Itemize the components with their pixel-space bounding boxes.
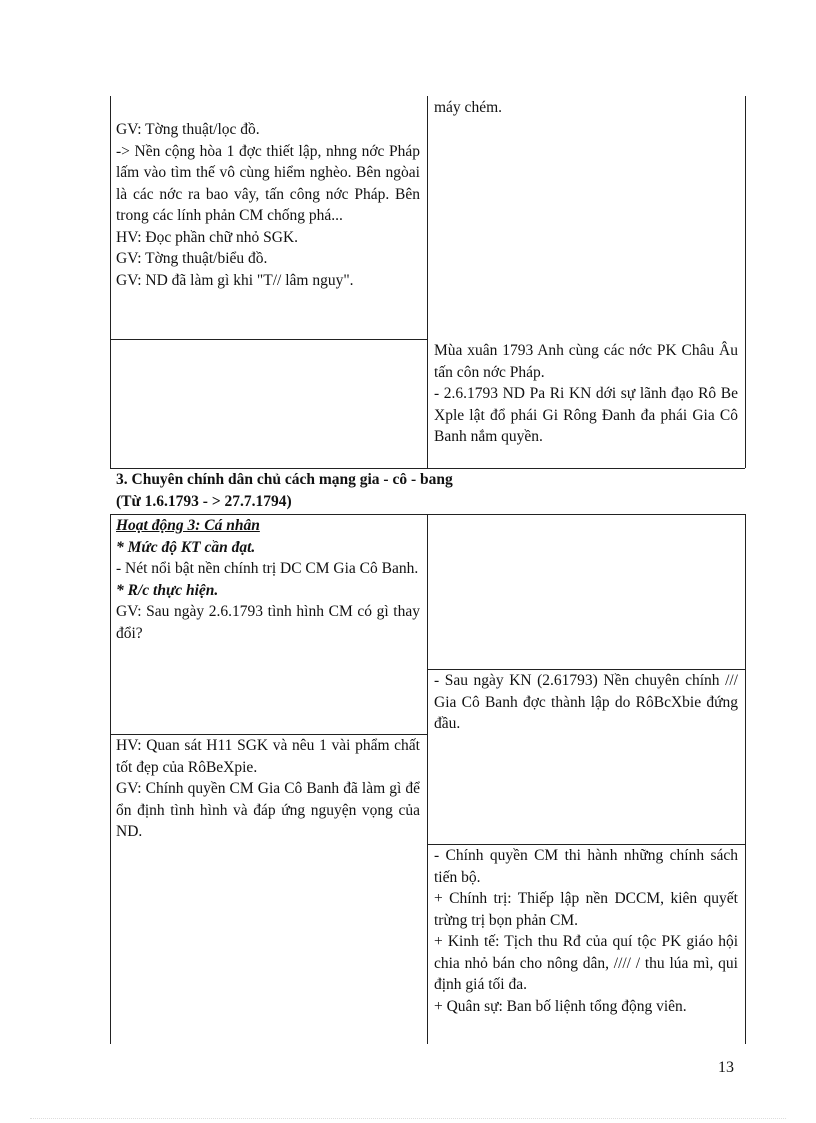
left-line: HV: Đọc phần chữ nhỏ SGK.	[116, 228, 299, 246]
left-block-2	[116, 515, 420, 644]
column-divider	[427, 96, 428, 468]
right-line: Mùa xuân 1793 Anh cùng các nớc PK Châu Âu tấn côn nớc Pháp.	[434, 342, 738, 381]
column-divider	[427, 514, 428, 1044]
left-line: HV: Quan sát H11 SGK và nêu 1 vài phẩm chất tốt đẹp của RôBeXpie.	[116, 737, 420, 776]
left-line: GV: Chính quyền CM Gia Cô Banh đã làm gì để ổn định tình hình và đáp ứng nguyện vọng của ND.	[116, 780, 420, 840]
table-right-border	[745, 96, 746, 468]
right-line: + Kinh tế: Tịch thu Rđ của quí tộc PK giáo hội chia nhỏ bán cho nông dân, //// / thu lúa mì, qui định giá tối đa.	[434, 933, 738, 993]
left-line: -> Nền cộng hòa 1 đợc thiết lập, nhng nớc Pháp lấm vào tìm thế vô cùng hiểm nghèo. Bên ngòai là các nớc ra bao vây, tấn công nớc Pháp. Bên trong các lính phản CM chống phá...	[116, 142, 420, 224]
table-left-border	[110, 96, 111, 468]
section-dates: (Từ 1.6.1793 - > 27.7.1794)	[116, 493, 292, 510]
right-line: + Quân sự: Ban bố liệnh tổng động viên.	[434, 997, 687, 1015]
right-text-top: máy chém.	[434, 99, 503, 116]
row-divider	[110, 339, 427, 340]
right-line: - 2.6.1793 ND Pa Ri KN dới sự lãnh đạo Rô Be Xple lật đổ phái Gi Rông Đanh đa phái Gia Cô Banh nắm quyền.	[434, 385, 738, 445]
right-block-4	[434, 845, 738, 1017]
activity-title: Hoạt động 3: Cá nhân	[116, 517, 260, 534]
left-line: GV: ND đã làm gì khi "T// lâm nguy".	[116, 271, 354, 289]
right-line: + Chính trị: Thiếp lập nền DCCM, kiên quyết trừng trị bọn phản CM.	[434, 890, 738, 929]
page-footer-rule	[30, 1118, 786, 1119]
method-title: * R/c thực hiện.	[116, 581, 219, 599]
requirement-title: * Mức độ KT cần đạt.	[116, 538, 256, 556]
left-line: GV: Tờng thuật/lọc đồ.	[116, 121, 260, 138]
right-block-3: - Sau ngày KN (2.61793) Nền chuyên chính /// Gia Cô Banh đợc thành lập do RôBcXbie đứng đầu.	[434, 672, 738, 732]
right-line: - Chính quyền CM thi hành những chính sách tiến bộ.	[434, 847, 738, 886]
table-left-border	[110, 514, 111, 1044]
left-block-3	[116, 735, 420, 843]
right-block-2	[434, 340, 738, 448]
requirement-text: - Nét nổi bật nền chính trị DC CM Gia Cô Banh.	[116, 560, 419, 577]
left-block-1	[116, 119, 420, 291]
section-title: 3. Chuyên chính dân chủ cách mạng gia - cô - bang	[116, 471, 453, 488]
left-line: GV: Tờng thuật/biểu đồ.	[116, 250, 268, 267]
table-right-border	[745, 514, 746, 1044]
question-text: GV: Sau ngày 2.6.1793 tình hình CM có gì thay đổi?	[116, 603, 420, 642]
page-number: 13	[718, 1059, 734, 1076]
